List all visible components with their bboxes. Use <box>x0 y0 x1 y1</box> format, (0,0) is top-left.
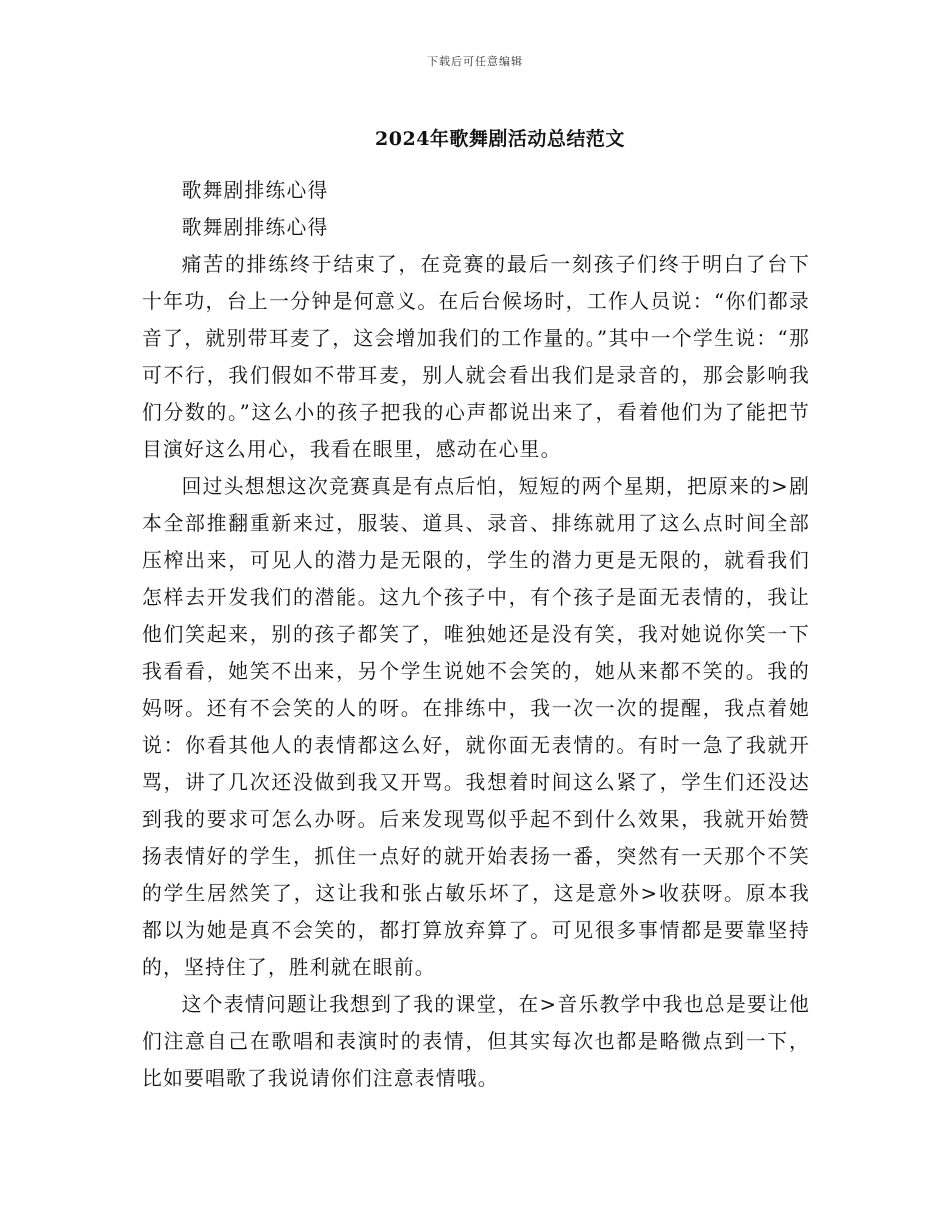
body-paragraph: 痛苦的排练终于结束了，在竞赛的最后一刻孩子们终于明白了台下十年功，台上一分钟是何意义。在后台候场时，工作人员说：“你们都录音了，就别带耳麦了，这会增加我们的工作量的。”其中一个学生说：“那可不行，我们假如不带耳麦，别人就会看出我们是录音的，那会影响我们分数的。”这么小的孩子把我的心声都说出来了，看着他们为了能把节目演好这么用心，我看在眼里，感动在心里。 <box>142 253 810 461</box>
document-body <box>142 172 810 1097</box>
body-paragraph: 回过头想想这次竞赛真是有点后怕，短短的两个星期，把原来的>剧本全部推翻重新来过，服装、道具、录音、排练就用了这么点时间全部压榨出来，可见人的潜力是无限的，学生的潜力更是无限的，就看我们怎样去开发我们的潜能。这九个孩子中，有个孩子是面无表情的，我让他们笑起来，别的孩子都笑了，唯独她还是没有笑，我对她说你笑一下我看看，她笑不出来，另个学生说她不会笑的，她从来都不笑的。我的妈呀。还有不会笑的人的呀。在排练中，我一次一次的提醒，我点着她说：你看其他人的表情都这么好，就你面无表情的。有时一急了我就开骂，讲了几次还没做到我又开骂。我想着时间这么紧了，学生们还没达到我的要求可怎么办呀。后来发现骂似乎起不到什么效果，我就开始赞扬表情好的学生，抓住一点好的就开始表扬一番，突然有一天那个不笑的学生居然笑了，这让我和张占敏乐坏了，这是意外>收获呀。原本我都以为她是真不会笑的，都打算放弃算了。可见很多事情都是要靠坚持的，坚持住了，胜利就在眼前。 <box>142 475 810 979</box>
body-paragraph: 这个表情问题让我想到了我的课堂，在>音乐教学中我也总是要让他们注意自己在歌唱和表演时的表情，但其实每次也都是略微点到一下，比如要唱歌了我说请你们注意表情哦。 <box>142 993 810 1090</box>
subheading-paragraph: 歌舞剧排练心得 <box>181 216 329 239</box>
page-header-note: 下载后可任意编辑 <box>427 55 523 68</box>
subheading-paragraph: 歌舞剧排练心得 <box>181 179 329 202</box>
document-title: 2024年歌舞剧活动总结范文 <box>375 128 625 150</box>
